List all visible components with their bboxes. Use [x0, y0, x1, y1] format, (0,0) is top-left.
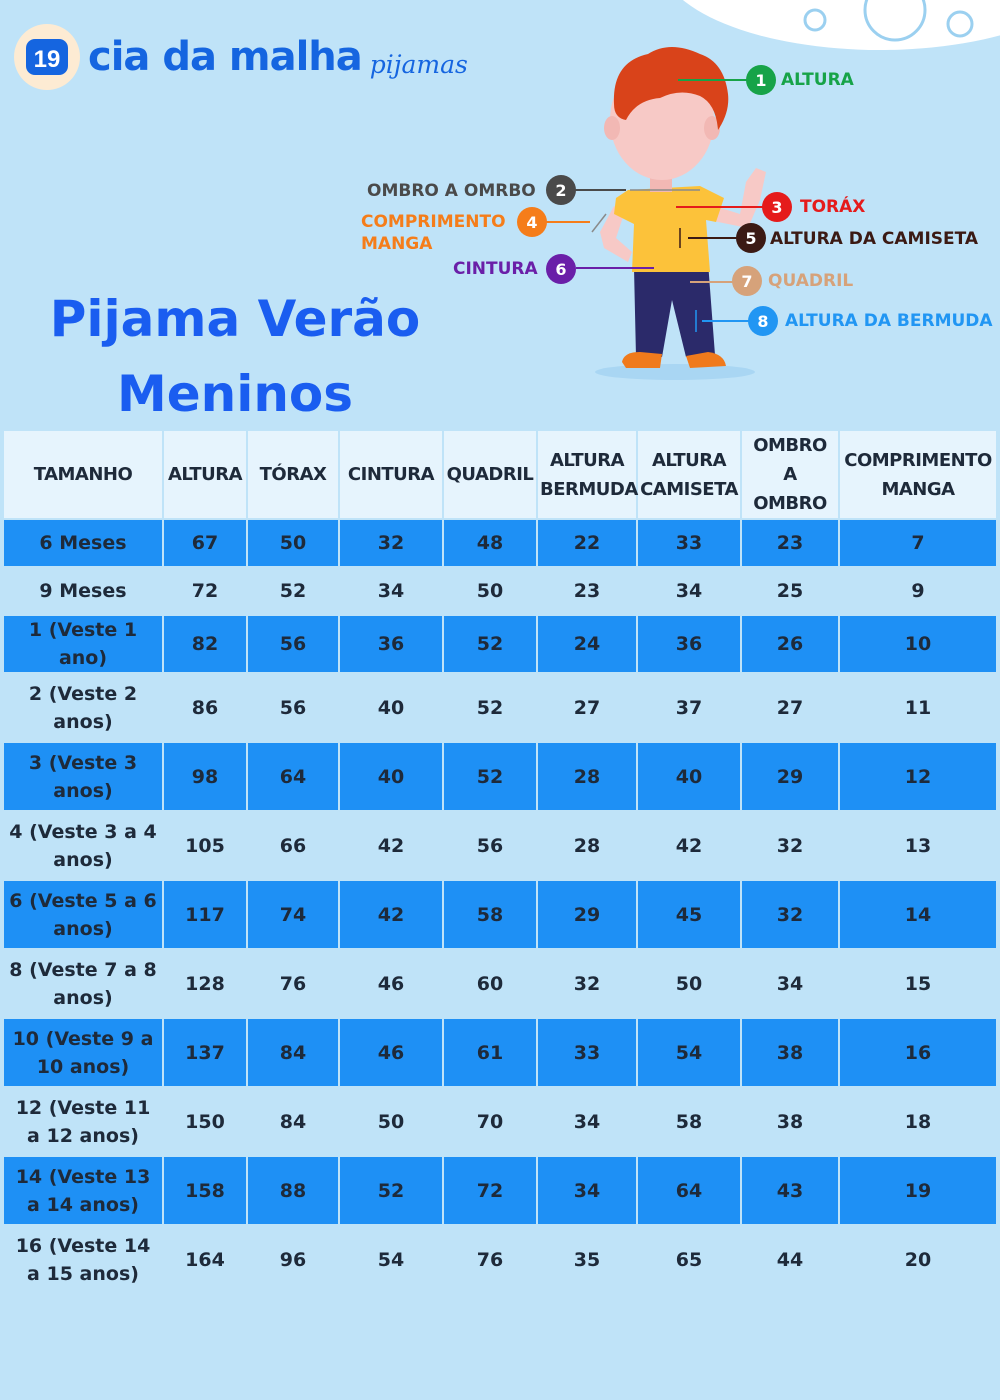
measure-5-badge: 5 [736, 223, 766, 253]
measure-cell: 42 [340, 812, 442, 879]
table-row [4, 674, 996, 741]
measure-cell: 40 [638, 743, 740, 810]
measure-cell: 42 [340, 881, 442, 948]
measure-cell: 56 [248, 674, 338, 741]
measure-cell: 65 [638, 1226, 740, 1293]
size-table [2, 429, 998, 1295]
measure-cell: 12 [840, 743, 996, 810]
header-cintura: CINTURA [340, 431, 442, 518]
measure-cell: 36 [340, 616, 442, 672]
measure-8-label: ALTURA DA BERMUDA [785, 311, 993, 331]
measure-cell: 20 [840, 1226, 996, 1293]
measure-cell: 164 [164, 1226, 246, 1293]
page-subtitle: Meninos [116, 365, 354, 423]
measure-2-badge: 2 [546, 175, 576, 205]
measure-6-badge: 6 [546, 254, 576, 284]
measure-cell: 23 [538, 568, 636, 614]
measure-cell: 84 [248, 1088, 338, 1155]
measure-cell: 40 [340, 674, 442, 741]
measure-cell: 66 [248, 812, 338, 879]
table-row [4, 616, 996, 672]
measure-cell: 64 [638, 1157, 740, 1224]
measure-cell: 23 [742, 520, 838, 566]
table-row [4, 1088, 996, 1155]
size-cell: 4 (Veste 3 a 4 anos) [4, 812, 162, 879]
measure-cell: 38 [742, 1088, 838, 1155]
measure-cell: 13 [840, 812, 996, 879]
measure-cell: 56 [248, 616, 338, 672]
measure-5-label: ALTURA DA CAMISETA [770, 229, 979, 249]
measure-cell: 50 [248, 520, 338, 566]
measure-cell: 18 [840, 1088, 996, 1155]
measure-cell: 50 [340, 1088, 442, 1155]
measure-cell: 7 [840, 520, 996, 566]
measure-cell: 36 [638, 616, 740, 672]
measure-7-label: QUADRIL [768, 271, 854, 291]
measure-4-badge: 4 [517, 207, 547, 237]
measure-cell: 52 [248, 568, 338, 614]
measure-cell: 96 [248, 1226, 338, 1293]
measure-cell: 32 [742, 812, 838, 879]
measure-cell: 64 [248, 743, 338, 810]
measure-cell: 25 [742, 568, 838, 614]
measure-cell: 86 [164, 674, 246, 741]
table-row [4, 1226, 996, 1293]
measure-cell: 37 [638, 674, 740, 741]
measure-cell: 28 [538, 743, 636, 810]
measure-cell: 67 [164, 520, 246, 566]
measure-1-label: ALTURA [781, 70, 854, 90]
size-cell: 3 (Veste 3 anos) [4, 743, 162, 810]
measure-cell: 84 [248, 1019, 338, 1086]
header-tamanho: TAMANHO [4, 431, 162, 518]
measure-cell: 58 [638, 1088, 740, 1155]
measure-cell: 128 [164, 950, 246, 1017]
measure-cell: 34 [742, 950, 838, 1017]
measure-cell: 34 [638, 568, 740, 614]
measure-8-badge: 8 [748, 306, 778, 336]
measure-cell: 44 [742, 1226, 838, 1293]
size-cell: 12 (Veste 11 a 12 anos) [4, 1088, 162, 1155]
measure-cell: 10 [840, 616, 996, 672]
table-row [4, 812, 996, 879]
measure-1-badge: 1 [746, 65, 776, 95]
table-row [4, 568, 996, 614]
table-row [4, 1157, 996, 1224]
measure-cell: 50 [638, 950, 740, 1017]
measure-cell: 32 [340, 520, 442, 566]
measure-cell: 74 [248, 881, 338, 948]
measure-cell: 35 [538, 1226, 636, 1293]
measure-cell: 82 [164, 616, 246, 672]
measure-cell: 14 [840, 881, 996, 948]
header-torax: TÓRAX [248, 431, 338, 518]
header-ombro-a-ombro: OMBRO A OMBRO [742, 431, 838, 518]
measure-cell: 54 [638, 1019, 740, 1086]
measure-cell: 56 [444, 812, 536, 879]
measure-cell: 72 [164, 568, 246, 614]
measure-cell: 117 [164, 881, 246, 948]
header-quadril: QUADRIL [444, 431, 536, 518]
measure-cell: 98 [164, 743, 246, 810]
header-altura: ALTURA [164, 431, 246, 518]
measure-cell: 28 [538, 812, 636, 879]
measure-cell: 52 [444, 674, 536, 741]
measure-cell: 33 [638, 520, 740, 566]
measure-cell: 105 [164, 812, 246, 879]
brand-name: cia da malha [88, 34, 362, 80]
table-row [4, 520, 996, 566]
measure-2-label: OMBRO A OMRBO [367, 181, 536, 201]
measure-3-badge: 3 [762, 192, 792, 222]
measure-cell: 29 [538, 881, 636, 948]
measure-cell: 60 [444, 950, 536, 1017]
measure-cell: 34 [538, 1088, 636, 1155]
measure-cell: 43 [742, 1157, 838, 1224]
measure-cell: 24 [538, 616, 636, 672]
measure-cell: 50 [444, 568, 536, 614]
measure-cell: 52 [444, 743, 536, 810]
measure-cell: 29 [742, 743, 838, 810]
svg-text:19: 19 [33, 46, 61, 73]
header-altura-bermuda: ALTURA BERMUDA [538, 431, 636, 518]
size-cell: 1 (Veste 1 ano) [4, 616, 162, 672]
measure-cell: 34 [538, 1157, 636, 1224]
measure-cell: 72 [444, 1157, 536, 1224]
header-comprimento-manga: COMPRIMENTO MANGA [840, 431, 996, 518]
size-cell: 14 (Veste 13 a 14 anos) [4, 1157, 162, 1224]
size-cell: 10 (Veste 9 a 10 anos) [4, 1019, 162, 1086]
size-cell: 6 Meses [4, 520, 162, 566]
table-row [4, 743, 996, 810]
measure-cell: 88 [248, 1157, 338, 1224]
measure-cell: 76 [444, 1226, 536, 1293]
size-cell: 2 (Veste 2 anos) [4, 674, 162, 741]
measure-7-badge: 7 [732, 266, 762, 296]
measure-6-label: CINTURA [453, 259, 538, 279]
measure-cell: 70 [444, 1088, 536, 1155]
measure-cell: 150 [164, 1088, 246, 1155]
measure-cell: 38 [742, 1019, 838, 1086]
measure-cell: 26 [742, 616, 838, 672]
table-row [4, 950, 996, 1017]
measure-cell: 22 [538, 520, 636, 566]
measure-cell: 46 [340, 950, 442, 1017]
measure-cell: 15 [840, 950, 996, 1017]
size-cell: 16 (Veste 14 a 15 anos) [4, 1226, 162, 1293]
size-cell: 6 (Veste 5 a 6 anos) [4, 881, 162, 948]
brand-sub: pijamas [369, 49, 468, 79]
measure-cell: 19 [840, 1157, 996, 1224]
measure-cell: 32 [538, 950, 636, 1017]
measure-cell: 46 [340, 1019, 442, 1086]
measure-cell: 40 [340, 743, 442, 810]
measure-cell: 58 [444, 881, 536, 948]
size-cell: 8 (Veste 7 a 8 anos) [4, 950, 162, 1017]
measure-cell: 11 [840, 674, 996, 741]
measure-cell: 16 [840, 1019, 996, 1086]
table-header-row [4, 431, 996, 518]
measure-cell: 54 [340, 1226, 442, 1293]
size-cell: 9 Meses [4, 568, 162, 614]
measure-cell: 45 [638, 881, 740, 948]
table-row [4, 1019, 996, 1086]
measure-cell: 52 [340, 1157, 442, 1224]
measure-4-label: COMPRIMENTO MANGA [361, 212, 506, 254]
table-row [4, 881, 996, 948]
measure-cell: 61 [444, 1019, 536, 1086]
measure-cell: 9 [840, 568, 996, 614]
measure-cell: 32 [742, 881, 838, 948]
page-title: Pijama Verão [49, 290, 421, 348]
measure-cell: 33 [538, 1019, 636, 1086]
measure-cell: 52 [444, 616, 536, 672]
measure-cell: 27 [742, 674, 838, 741]
measure-cell: 34 [340, 568, 442, 614]
measure-cell: 137 [164, 1019, 246, 1086]
measure-cell: 48 [444, 520, 536, 566]
header-altura-camiseta: ALTURA CAMISETA [638, 431, 740, 518]
measure-3-label: TORÁX [800, 197, 866, 217]
measure-cell: 27 [538, 674, 636, 741]
measure-cell: 42 [638, 812, 740, 879]
measure-cell: 158 [164, 1157, 246, 1224]
measure-cell: 76 [248, 950, 338, 1017]
